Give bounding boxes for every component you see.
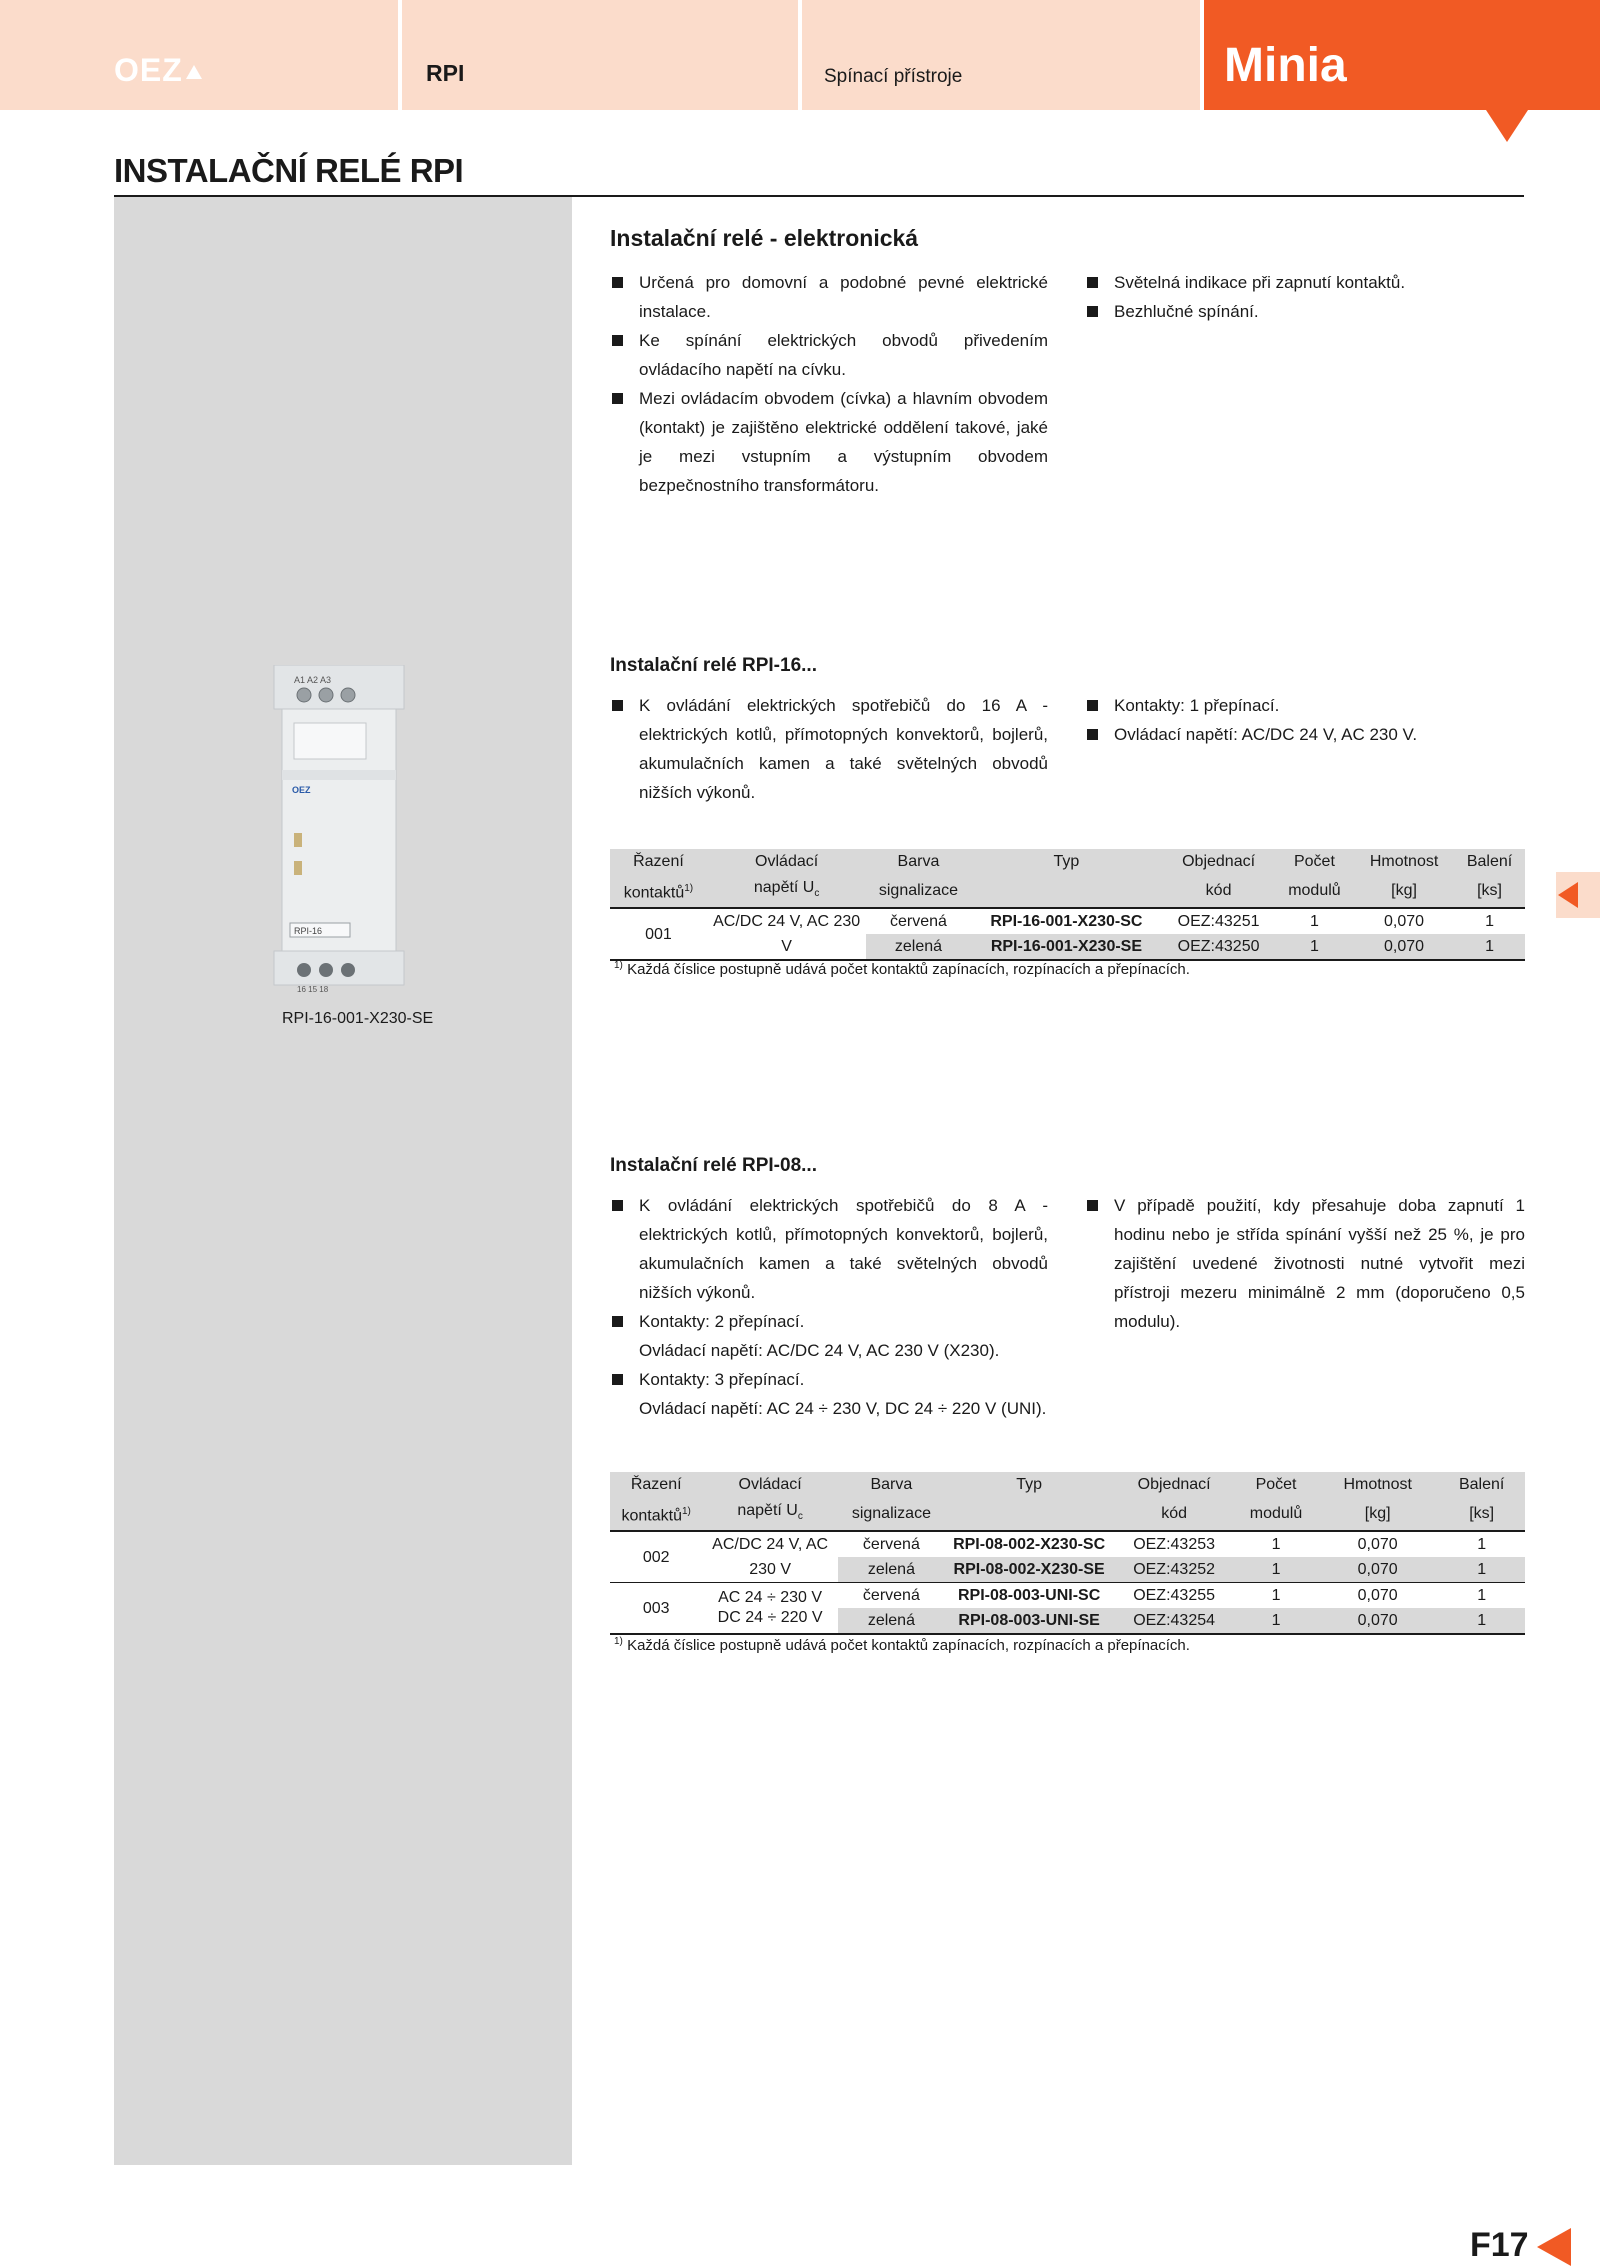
- bullet-item: Kontakty: 2 přepínací. Ovládací napětí: AC/DC 24 V, AC 230 V (X230).: [610, 1307, 1048, 1365]
- col-header: [ks]: [1438, 1498, 1525, 1531]
- cell-group: 001: [610, 908, 707, 960]
- bullet-item: Ke spínání elektrických obvodů přivedením ovládacího napětí na cívku.: [610, 326, 1048, 384]
- cell-type: RPI-08-003-UNI-SC: [957, 1587, 1101, 1605]
- col-header: Balení: [1438, 1472, 1525, 1498]
- table-header-row: [610, 875, 1525, 908]
- col-header: signalizace: [838, 1498, 945, 1531]
- cell-code: OEZ:43253: [1133, 1536, 1216, 1554]
- cell-modules: 1: [1235, 1608, 1317, 1634]
- cell-pack: 1: [1438, 1557, 1525, 1583]
- col-header: Hmotnost: [1354, 849, 1454, 875]
- cell-voltage: AC/DC 24 V, AC 230 V: [702, 1531, 837, 1583]
- cell-weight: 0,070: [1317, 1557, 1438, 1583]
- cell-weight: 0,070: [1384, 913, 1425, 931]
- table-row: [610, 1531, 1525, 1557]
- col-header: Řazení: [610, 849, 707, 875]
- relay-logo: OEZ: [292, 785, 311, 795]
- header-section: RPI: [426, 60, 465, 86]
- table-row: [610, 908, 1525, 934]
- page-title: INSTALAČNÍ RELÉ RPI: [114, 152, 464, 189]
- cell-color: zelená: [838, 1608, 945, 1634]
- cell-pack: 1: [1454, 934, 1525, 960]
- bullet-item: Určená pro domovní a podobné pevné elektrické instalace.: [610, 268, 1048, 326]
- footnote: $^{1)}$ Každá číslice postupně udává počet kontaktů zapínacích, rozpínacích a přepínacích.: [614, 960, 1190, 978]
- cell-group: 003: [610, 1583, 702, 1635]
- col-header: modulů: [1235, 1498, 1317, 1531]
- section2-left: [610, 691, 1048, 807]
- bullet-item: Bezhlučné spínání.: [1085, 297, 1525, 326]
- col-header: Objednací: [1162, 849, 1275, 875]
- bullet-item: Světelná indikace při zapnutí kontaktů.: [1085, 268, 1525, 297]
- col-header: signalizace: [866, 875, 970, 908]
- cell-weight: 0,070: [1354, 934, 1454, 960]
- cell-modules: 1: [1271, 1536, 1281, 1554]
- cell-code: OEZ:43251: [1177, 913, 1260, 931]
- col-header: Ovládací: [702, 1472, 837, 1498]
- col-header: Počet: [1275, 849, 1354, 875]
- col-header: [971, 875, 1163, 908]
- cell-code: OEZ:43252: [1113, 1557, 1235, 1583]
- header-brand: Minia: [1224, 39, 1347, 92]
- section3-right: [1085, 1191, 1525, 1336]
- cell-pack: 1: [1477, 1536, 1487, 1554]
- page-header: [0, 0, 1600, 110]
- section2-heading: Instalační relé RPI-16...: [610, 655, 817, 676]
- cell-type: RPI-08-002-X230-SC: [953, 1536, 1106, 1554]
- col-header: kód: [1162, 875, 1275, 908]
- col-header: [kg]: [1317, 1498, 1438, 1531]
- col-header: napětí $U_c$: [702, 1498, 837, 1531]
- relay-terminals-top: A1 A2 A3: [294, 675, 332, 685]
- section1-left: [610, 268, 1048, 500]
- col-header: [ks]: [1454, 875, 1525, 908]
- col-header: Ovládací: [707, 849, 866, 875]
- image-panel: [114, 197, 572, 2165]
- header-section-cell: [402, 0, 798, 110]
- cell-color: zelená: [866, 934, 970, 960]
- bullet-item: K ovládání elektrických spotřebičů do 8 A - elektrických kotlů, přímotopných konvektorů, bojlerů, akumulačních kamen a také světelných obvodů nižších výkonů.: [610, 1191, 1048, 1307]
- col-header: [kg]: [1354, 875, 1454, 908]
- bullet-item: V případě použití, kdy přesahuje doba zapnutí 1 hodinu nebo je střída spínání vyšší než 25 %, je pro zajištění uvedené životnosti nutné vytvořit mezi přístroji mezeru minimálně 2 mm (doporučeno 0,5 modulu).: [1085, 1191, 1525, 1336]
- logo-triangle-icon: [186, 65, 202, 79]
- bullet-item: Mezi ovládacím obvodem (cívka) a hlavním obvodem (kontakt) je zajištěno elektrické oddělení takové, jaké je mezi vstupním a výstupním obvodem bezpečnostního transformátoru.: [610, 384, 1048, 500]
- relay-label: RPI-16: [294, 926, 323, 936]
- brand-notch-icon: [1486, 110, 1528, 142]
- cell-type: RPI-16-001-X230-SC: [990, 913, 1143, 931]
- cell-voltage: AC/DC 24 V, AC 230 V: [707, 908, 866, 960]
- col-header: [945, 1498, 1113, 1531]
- arrow-left-icon: [1558, 882, 1578, 908]
- cell-weight: 0,070: [1357, 1587, 1398, 1605]
- cell-weight: 0,070: [1357, 1536, 1398, 1554]
- section3-left: [610, 1191, 1048, 1423]
- cell-pack: 1: [1485, 913, 1494, 931]
- table-header-row: [610, 849, 1525, 875]
- table-header-row: [610, 1498, 1525, 1531]
- header-category-cell: [802, 0, 1200, 110]
- table-row: [610, 1583, 1525, 1609]
- bullet-item: Kontakty: 1 přepínací.: [1085, 691, 1525, 720]
- col-header: kontaktů$^{1)}$: [610, 875, 707, 908]
- oez-logo: OEZ: [114, 52, 202, 89]
- col-header: Řazení: [610, 1472, 702, 1498]
- cell-pack: 1: [1438, 1608, 1525, 1634]
- relay-product-image: [264, 665, 414, 995]
- col-header: Barva: [838, 1472, 945, 1498]
- table-header-row: [610, 1472, 1525, 1498]
- bullet-item: Ovládací napětí: AC/DC 24 V, AC 230 V.: [1085, 720, 1525, 749]
- footnote: $^{1)}$ Každá číslice postupně udává počet kontaktů zapínacích, rozpínacích a přepínacích.: [614, 1636, 1190, 1654]
- cell-color: zelená: [838, 1557, 945, 1583]
- col-header: modulů: [1275, 875, 1354, 908]
- col-header: Hmotnost: [1317, 1472, 1438, 1498]
- cell-code: OEZ:43255: [1133, 1587, 1216, 1605]
- col-header: Objednací: [1113, 1472, 1235, 1498]
- cell-type: RPI-16-001-X230-SE: [971, 934, 1163, 960]
- bullet-item: Kontakty: 3 přepínací. Ovládací napětí: AC 24 ÷ 230 V, DC 24 ÷ 220 V (UNI).: [610, 1365, 1048, 1423]
- product-caption: RPI-16-001-X230-SE: [282, 1010, 434, 1027]
- col-header: napětí $U_c$: [707, 875, 866, 908]
- bullet-item: K ovládání elektrických spotřebičů do 16 A - elektrických kotlů, přímotopných konvektorů, bojlerů, akumulačních kamen a také světelných obvodů nižších výkonů.: [610, 691, 1048, 807]
- cell-modules: 1: [1235, 1557, 1317, 1583]
- cell-color: červená: [862, 1536, 920, 1554]
- cell-weight: 0,070: [1317, 1608, 1438, 1634]
- cell-color: červená: [889, 913, 947, 931]
- col-header: Počet: [1235, 1472, 1317, 1498]
- cell-group: 002: [610, 1531, 702, 1583]
- cell-voltage: AC 24 ÷ 230 V DC 24 ÷ 220 V: [702, 1583, 837, 1635]
- cell-color: červená: [862, 1587, 920, 1605]
- table-rpi16: [610, 849, 1525, 961]
- col-header: Typ: [945, 1472, 1113, 1498]
- section1-heading: Instalační relé - elektronická: [610, 225, 919, 251]
- col-header: Balení: [1454, 849, 1525, 875]
- col-header: kód: [1113, 1498, 1235, 1531]
- cell-pack: 1: [1477, 1587, 1487, 1605]
- section3-heading: Instalační relé RPI-08...: [610, 1155, 817, 1176]
- table-rpi08: [610, 1472, 1525, 1635]
- page-number: F17: [1470, 2226, 1529, 2264]
- cell-type: RPI-08-003-UNI-SE: [945, 1608, 1113, 1634]
- cell-code: OEZ:43250: [1162, 934, 1275, 960]
- cell-code: OEZ:43254: [1113, 1608, 1235, 1634]
- cell-type: RPI-08-002-X230-SE: [945, 1557, 1113, 1583]
- col-header: Typ: [971, 849, 1163, 875]
- page-arrow-icon: [1537, 2228, 1571, 2266]
- relay-terminals-bottom: 16 15 18: [297, 985, 329, 994]
- cell-modules: 1: [1271, 1587, 1281, 1605]
- header-category: Spínací přístroje: [824, 66, 963, 87]
- col-header: Barva: [866, 849, 970, 875]
- col-header: kontaktů$^{1)}$: [610, 1498, 702, 1531]
- section1-right: [1085, 268, 1525, 326]
- cell-modules: 1: [1275, 934, 1354, 960]
- cell-modules: 1: [1309, 913, 1319, 931]
- section2-right: [1085, 691, 1525, 749]
